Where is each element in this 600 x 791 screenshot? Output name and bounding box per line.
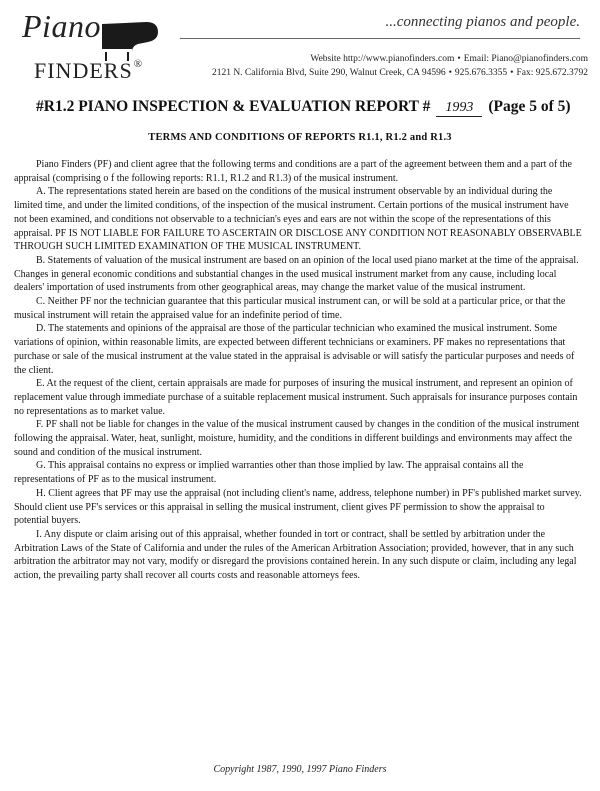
contact-line-web-email: [268, 54, 588, 64]
contact-line-address: [190, 68, 588, 78]
bullet-icon: •: [510, 68, 514, 78]
terms-paragraph-d: D. The statements and opinions of the appraisal are those of the particular technician who examined the musical instrument. Some variations of opinion, within reasonable limits, are expected between different technicians or examiners. PF makes no representations that purchase or sale of the musical instrument at the value stated in the appraisal is advisable or will satisfy the particular purposes and needs of the client.: [14, 323, 575, 376]
terms-paragraph-g: G. This appraisal contains no express or implied warranties other than those implied by law. The appraisal contains all the representations of PF as to the musical instrument.: [14, 460, 524, 486]
bullet-icon: •: [448, 68, 452, 78]
report-number: 1993: [436, 100, 482, 117]
piano-finders-logo: [8, 8, 168, 84]
fax-text: Fax: 925.672.3792: [516, 68, 588, 78]
report-title: [36, 98, 576, 117]
terms-paragraph-f: F. PF shall not be liable for changes in the value of the musical instrument caused by changes in the condition of the musical instrument following the appraisal. Water, heat, sunlight, moisture, humidity, and the conditions in different buildings and environments may affect the sound and condition of the musical instrument.: [14, 419, 580, 458]
terms-intro-paragraph: Piano Finders (PF) and client agree that the following terms and conditions are a part of the agreement between them and a part of the appraisal (comprising o f the following reports: R1.1, R1.2 and R1.3) of the musical instrument.: [14, 159, 572, 184]
website-text: Website http://www.pianofinders.com: [310, 54, 455, 64]
terms-paragraph-e: E. At the request of the client, certain appraisals are made for purposes of insuring the musical instrument, and represent an opinion of replacement value through immediate purchase of a suitable replacement musical instrument. Such appraisals for insurance purposes contain no representations as to market value.: [14, 378, 578, 417]
header-divider: [180, 38, 580, 39]
address-text: 2121 N. California Blvd, Suite 290, Walnut Creek, CA 94596: [211, 68, 446, 78]
report-page-indicator: (Page 5 of 5): [488, 98, 571, 115]
logo-script-text: Piano: [22, 8, 101, 44]
registered-mark: ®: [133, 58, 144, 70]
terms-paragraph-a: A. The representations stated herein are based on the conditions of the musical instrument observable by an individual during the limited time, and under the limited conditions, of the inspection of the musical instrument. Certain portions of the musical instrument have not been examined, and conditions not observable to a technician's eyes and ears are not within the scope of the representations of this appraisal. PF IS NOT LIABLE FOR FAILURE TO ASCERTAIN OR DISCLOSE ANY CONDITION NOT REASONABLY OBSERVABLE THROUGH SUCH LIMITED EXAMINATION OF THE MUSICAL INSTRUMENT.: [14, 186, 582, 253]
phone-text: 925.676.3355: [454, 68, 508, 78]
terms-heading: TERMS AND CONDITIONS OF REPORTS R1.1, R1.2 and R1.3: [148, 132, 452, 143]
copyright-footer: Copyright 1987, 1990, 1997 Piano Finders: [213, 764, 387, 775]
terms-body: [14, 158, 582, 583]
tagline: ...connecting pianos and people.: [385, 14, 580, 30]
logo-word: [34, 58, 143, 84]
terms-paragraph-h: H. Client agrees that PF may use the appraisal (not including client's name, address, telephone number) in PF's published market survey. Should client use PF's services or this appraisal in selling the musical instrument, client gives PF permission to show the appraisal to potential buyers.: [14, 487, 582, 527]
grand-piano-icon: [98, 16, 160, 62]
report-title-prefix: #R1.2 PIANO INSPECTION & EVALUATION REPORT #: [36, 98, 431, 115]
bullet-icon: •: [457, 54, 461, 64]
logo-word-text: FINDERS: [34, 58, 133, 83]
email-text: Email: Piano@pianofinders.com: [463, 54, 588, 64]
terms-paragraph-i: I. Any dispute or claim arising out of this appraisal, whether founded in tort or contract, shall be settled by arbitration under the Arbitration Laws of the State of California and under the rules of the American Arbitration Association; provided, however, that in any such arbitration the arbitrator may not vary, modify or disregard the provisions contained herein. In any such dispute or claim, including any legal action, the prevailing party shall recover all courts costs and reasonable attorneys fees.: [14, 528, 577, 582]
terms-paragraph-c: C. Neither PF nor the technician guarantee that this particular musical instrument can, or will be sold at a particular price, or that the musical instrument will retain the appraised value for an indefinite period of time.: [14, 296, 566, 321]
terms-paragraph-b: B. Statements of valuation of the musical instrument are based on an opinion of the local used piano market at the time of the appraisal. Changes in general economic conditions and substantial changes in the used musical instrument market from any cause, including local dealers' importation of used instruments from other geographical areas, may change the market value of the musical instrument.: [14, 254, 579, 294]
